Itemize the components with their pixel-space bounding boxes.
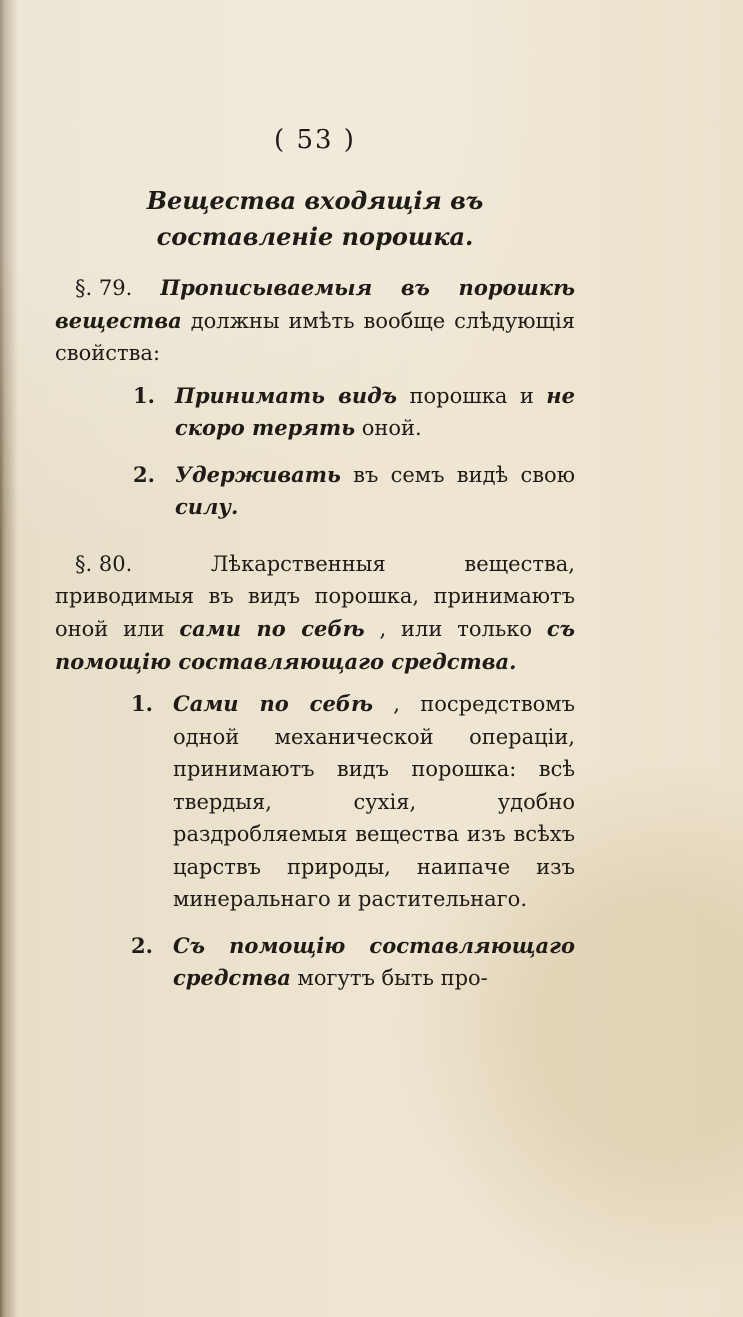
section-80-emph-2: съ помощію составляющаго средства.: [55, 615, 575, 674]
section-79-paragraph: [55, 272, 575, 370]
section-title-text: Вещества входящія въ составленіе порошка.: [146, 186, 484, 251]
section-79-text: должны имѣть вообще слѣдующія свойства:: [55, 308, 575, 366]
list-item-text: въ семъ видѣ свою: [353, 462, 575, 487]
list-item: [55, 380, 575, 445]
list-item-text: могутъ быть про-: [297, 966, 488, 991]
section-80-list: [55, 688, 575, 995]
list-item-body: [175, 459, 575, 524]
list-item-number: 1.: [133, 382, 155, 408]
list-item-text: , посредствомъ одной механической операціи, принимаютъ видъ порошка: всѣ твердыя, сухія, удобно раздробляемыя вещества изъ всѣхъ царствъ природы, наипаче изъ минеральнаго и растительнаго.: [173, 692, 575, 912]
list-item-number: 2.: [131, 932, 153, 958]
section-80-text-2: , или только: [379, 616, 533, 641]
list-item-body: [173, 930, 575, 995]
section-79-label: §. 79.: [75, 276, 133, 301]
list-item-text-2: оной.: [361, 416, 422, 441]
section-80-text: Лѣкарственныя вещества, приводимыя въ видъ порошка, принимаютъ оной или: [55, 551, 575, 641]
list-item-emph-2: силу.: [175, 494, 239, 520]
list-item-number: 1.: [131, 691, 153, 717]
page-number: ( 53 ): [274, 125, 356, 155]
section-80-emph: сами по себѣ: [179, 615, 365, 641]
page-content: [55, 125, 575, 1009]
section-80-label: §. 80.: [75, 551, 133, 576]
section-79-list: [55, 380, 575, 524]
list-item-emph: Съ помощію составляющаго средства: [173, 932, 575, 991]
section-80-paragraph: [55, 548, 575, 678]
list-item: [55, 459, 575, 524]
list-item: [55, 688, 575, 916]
list-item-body: [175, 380, 575, 445]
section-title: [55, 183, 575, 254]
list-item-text: порошка и: [409, 383, 534, 408]
list-item-emph: Принимать видъ: [175, 382, 398, 408]
section-gap: [55, 538, 575, 548]
list-item-emph: Сами по себѣ: [173, 691, 374, 717]
list-item-number: 2.: [133, 461, 155, 487]
list-item-emph: Удерживать: [175, 461, 341, 487]
list-item: [55, 930, 575, 995]
list-item-emph-2: не скоро терять: [175, 382, 575, 441]
section-79-emph: Прописываемыя въ порошкѣ вещества: [55, 275, 575, 333]
list-item-body: [173, 688, 575, 916]
